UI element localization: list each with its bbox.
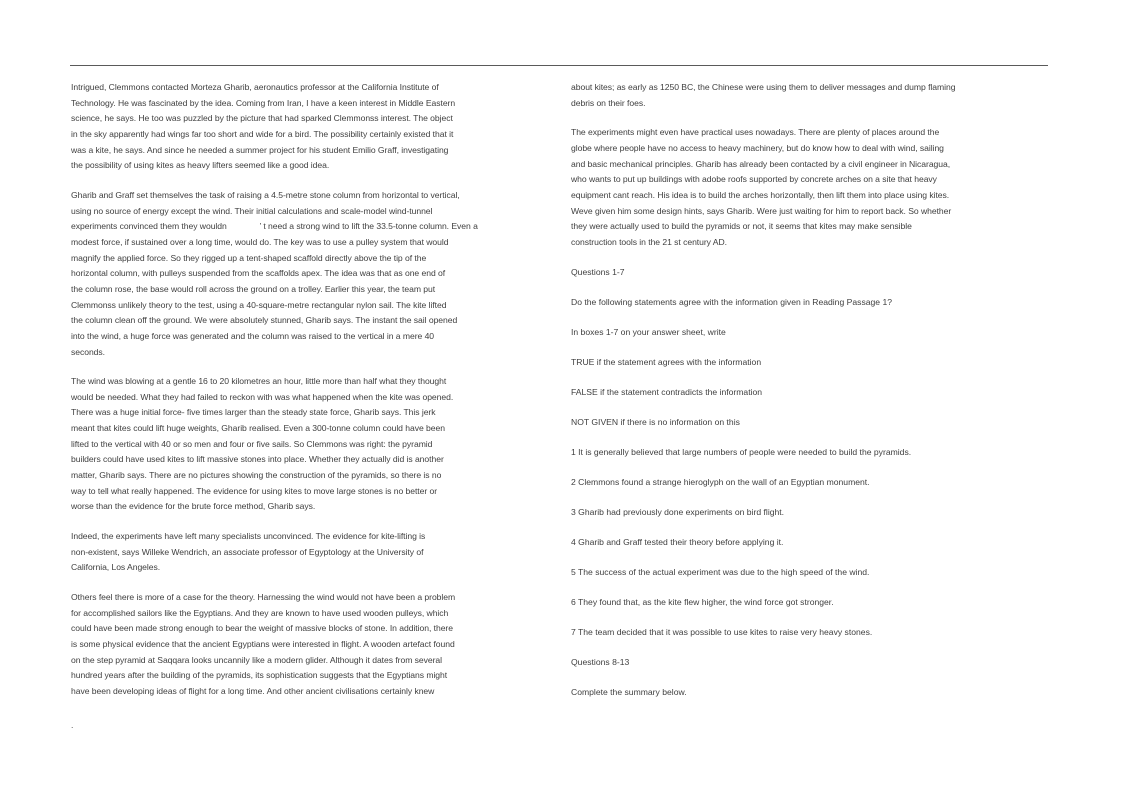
text-line: Intrigued, Clemmons contacted Morteza Gharib, aeronautics professor at the California Institute of — [71, 82, 439, 92]
text-line: Weve given him some design hints, says Gharib. Were just waiting for him to report back. So whether — [571, 205, 952, 216]
question-item: 3 Gharib had previously done experiments on bird flight. — [571, 506, 785, 517]
text-line: matter, Gharib says. There are no pictures showing the construction of the pyramids, so there is no — [71, 470, 442, 481]
text-line: is some physical evidence that the ancient Egyptians were interested in flight. A wooden artefact found — [71, 639, 455, 649]
instruction-line: Do the following statements agree with the information given in Reading Passage 1? — [571, 296, 893, 307]
question-item: 1 It is generally believed that large numbers of people were needed to build the pyramids. — [571, 446, 912, 457]
summary-instruction: Complete the summary below. — [571, 686, 687, 697]
text-line: globe where people have no access to heavy machinery, but do know how to deal with wind, sailing — [571, 142, 944, 153]
instruction-line: In boxes 1-7 on your answer sheet, write — [571, 326, 726, 337]
text-line: could have been made strong enough to bear the weight of massive blocks of stone. In addition, there — [71, 623, 453, 634]
paragraph-practical-uses — [571, 125, 1041, 250]
text-line: lifted to the vertical with 40 or so men and four or five sails. So Clemmons was right: the pyramid — [71, 438, 433, 449]
text-line: on the step pyramid at Saqqara looks uncannily like a modern glider. Although it dates from several — [71, 654, 443, 665]
paragraph-ancient-kites — [571, 80, 1041, 111]
questions-heading: Questions 1-7 — [571, 266, 625, 277]
text-line: California, Los Angeles. — [71, 562, 161, 573]
paragraph-specialists — [71, 529, 541, 576]
text-line: for accomplished sailors like the Egyptians. And they are known to have used wooden pulleys, which — [71, 607, 449, 618]
text-line: The wind was blowing at a gentle 16 to 20 kilometres an hour, little more than half what they thought — [71, 376, 447, 387]
instruction-true: TRUE if the statement agrees with the information — [571, 356, 762, 367]
text-line: equipment cant reach. His idea is to build the arches horizontally, then lift them into place using kites. — [571, 189, 950, 200]
text-line: debris on their foes. — [571, 97, 646, 108]
text-line: non-existent, says Willeke Wendrich, an associate professor of Egyptology at the University of — [71, 546, 424, 557]
text-line: the possibility of using kites as heavy lifters seemed like a good idea. — [71, 160, 330, 171]
left-column — [71, 80, 541, 700]
question-item: 6 They found that, as the kite flew higher, the wind force got stronger. — [571, 596, 834, 607]
text-line: and basic mechanical principles. Gharib has already been contacted by a civil engineer in Nicaragua, — [571, 158, 951, 169]
text-line: have been developing ideas of flight for a long time. And other ancient civilisations certainly knew — [71, 685, 435, 696]
text-line: horizontal column, with pulleys suspended from the scaffolds apex. The idea was that as one end of — [71, 268, 446, 279]
paragraph-wind — [71, 374, 541, 515]
text-line: There was a huge initial force- five times larger than the steady state force, Gharib says. This jerk — [71, 407, 436, 418]
text-line: using no source of energy except the wind. Their initial calculations and scale-model wind-tunnel — [71, 205, 433, 216]
text-line: Clemmonss unlikely theory to the test, using a 40-square-metre rectangular nylon sail. The kite lifted — [71, 299, 447, 310]
paragraph-experiment — [71, 188, 541, 360]
right-column — [571, 80, 1041, 715]
question-item: 5 The success of the actual experiment was due to the high speed of the wind. — [571, 566, 870, 577]
text-line: the column rose, the base would roll across the ground on a trolley. Earlier this year, the team put — [71, 283, 436, 294]
instruction-not-given: NOT GIVEN if there is no information on this — [571, 416, 740, 427]
footer-mark: . — [71, 720, 74, 730]
text-line: about kites; as early as 1250 BC, the Chinese were using them to deliver messages and dump flaming — [571, 82, 956, 92]
text-line: would be needed. What they had failed to reckon with was what happened when the kite was opened. — [71, 391, 454, 402]
text-line: seconds. — [71, 346, 105, 357]
text-line: Indeed, the experiments have left many specialists unconvinced. The evidence for kite-lifting is — [71, 531, 426, 542]
paragraph-gharib-intro — [71, 80, 541, 174]
text-line: construction tools in the 21 st century AD. — [571, 236, 727, 247]
text-line: in the sky apparently had wings far too short and wide for a bird. The possibility certainly existed that it — [71, 128, 454, 139]
text-line: into the wind, a huge force was generated and the column was raised to the vertical in a mere 40 — [71, 330, 435, 341]
text-line: magnify the applied force. So they rigged up a tent-shaped scaffold directly above the tip of the — [71, 252, 427, 263]
question-item: 7 The team decided that it was possible to use kites to raise very heavy stones. — [571, 626, 873, 637]
question-item: 4 Gharib and Graff tested their theory before applying it. — [571, 536, 784, 547]
text-line: experiments convinced them they wouldn ’ t need a strong wind to lift the 33.5-tonne column. Even a — [71, 221, 478, 232]
text-line: science, he says. He too was puzzled by the picture that had sparked Clemmonss interest. The object — [71, 113, 453, 124]
text-line: The experiments might even have practical uses nowadays. There are plenty of places around the — [571, 127, 940, 138]
top-rule — [70, 65, 1048, 66]
text-line: the column clean off the ground. We were absolutely stunned, Gharib says. The instant the sail opened — [71, 315, 458, 326]
question-item: 2 Clemmons found a strange hieroglyph on the wall of an Egyptian monument. — [571, 476, 870, 487]
text-line: builders could have used kites to lift massive stones into place. Whether they actually did is another — [71, 454, 444, 465]
instruction-false: FALSE if the statement contradicts the information — [571, 386, 763, 397]
text-line: Technology. He was fascinated by the idea. Coming from Iran, I have a keen interest in Middle Eastern — [71, 97, 456, 108]
text-line: meant that kites could lift huge weights, Gharib realised. Even a 300-tonne column could have been — [71, 423, 445, 434]
text-line: was a kite, he says. And since he needed a summer project for his student Emilio Graff, investigating — [71, 144, 449, 155]
paragraph-others — [71, 590, 541, 700]
text-line: Others feel there is more of a case for the theory. Harnessing the wind would not have been a problem — [71, 592, 456, 603]
text-line: hundred years after the building of the pyramids, its sophistication suggests that the Egyptians might — [71, 670, 448, 681]
text-line: way to tell what really happened. The evidence for using kites to move large stones is no better or — [71, 485, 438, 496]
text-line: they were actually used to build the pyramids or not, it seems that kites may make sensible — [571, 221, 912, 232]
text-line: who wants to put up buildings with adobe roofs supported by concrete arches on a site that heavy — [571, 174, 937, 185]
text-line: modest force, if sustained over a long time, would do. The key was to use a pulley system that would — [71, 236, 449, 247]
text-line: Gharib and Graff set themselves the task of raising a 4.5-metre stone column from horizontal to vertical, — [71, 189, 460, 200]
questions-heading: Questions 8-13 — [571, 656, 630, 667]
text-line: worse than the evidence for the brute force method, Gharib says. — [71, 501, 316, 512]
